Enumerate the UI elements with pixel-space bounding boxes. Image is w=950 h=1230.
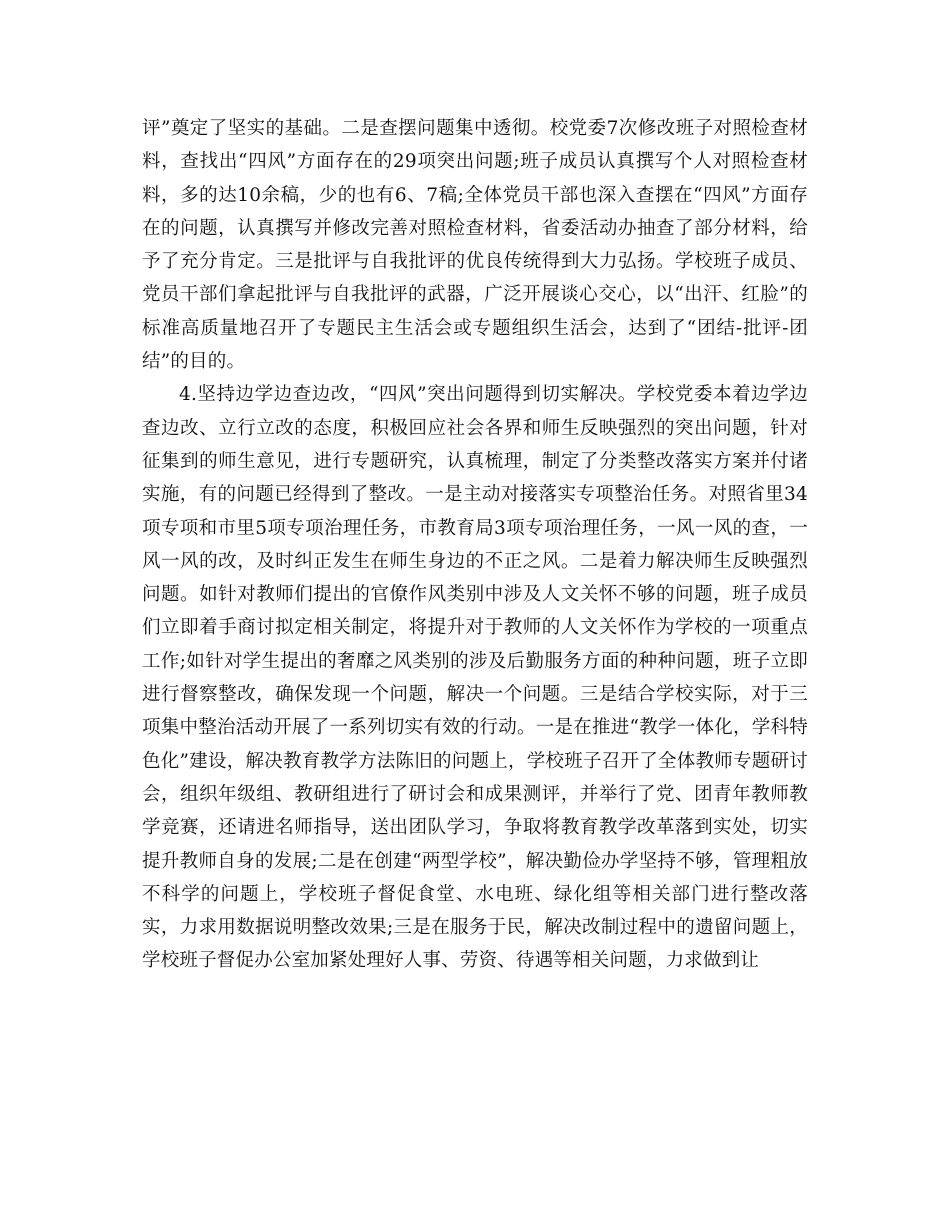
paragraph-section-4: 4.坚持边学边查边改，“四风”突出问题得到切实解决。学校党委本着边学边查边改、立行立改的态度，积极回应社会各界和师生反映强烈的突出问题，针对征集到的师生意见，进行专题研究，认真梳理，制定了分类整改落实方案并付诸实施，有的问题已经得到了整改。一是主动对接落实专项整治任务。对照省里34项专项和市里5项专项治理任务，市教育局3项专项治理任务，一风一风的查，一风一风的改，及时纠正发生在师生身边的不正之风。二是着力解决师生反映强烈问题。如针对教师们提出的官僚作风类别中涉及人文关怀不够的问题，班子成员们立即着手商讨拟定相关制定，将提升对于教师的人文关怀作为学校的一项重点工作;如针对学生提出的奢靡之风类别的涉及后勤服务方面的种种问题，班子立即进行督察整改，确保发现一个问题，解决一个问题。三是结合学校实际，对于三项集中整治活动开展了一系列切实有效的行动。一是在推进“教学一体化，学科特色化”建设，解决教育教学方法陈旧的问题上，学校班子召开了全体教师专题研讨会，组织年级组、教研组进行了研讨会和成果测评，并举行了党、团青年教师教学竞赛，还请进名师指导，送出团队学习，争取将教育教学改革落到实处，切实提升教师自身的发展;二是在创建“两型学校”，解决勤俭办学坚持不够，管理粗放不科学的问题上，学校班子督促食堂、水电班、绿化组等相关部门进行整改落实，力求用数据说明整改效果;三是在服务于民，解决改制过程中的遗留问题上，学校班子督促办公室加紧处理好人事、劳资、待遇等相关问题，力求做到让 [142,384,808,972]
document-body [142,112,808,978]
paragraph-continuation: 评”奠定了坚实的基础。二是查摆问题集中透彻。校党委7次修改班子对照检查材料，查找出“四风”方面存在的29项突出问题;班子成员认真撰写个人对照检查材料，多的达10余稿，少的也有6、7稿;全体党员干部也深入查摆在“四风”方面存在的问题，认真撰写并修改完善对照检查材料，省委活动办抽查了部分材料，给予了充分肯定。三是批评与自我批评的优良传统得到大力弘扬。学校班子成员、党员干部们拿起批评与自我批评的武器，广泛开展谈心交心，以“出汗、红脸”的标准高质量地召开了专题民主生活会或专题组织生活会，达到了“团结-批评-团结”的目的。 [142,118,808,373]
